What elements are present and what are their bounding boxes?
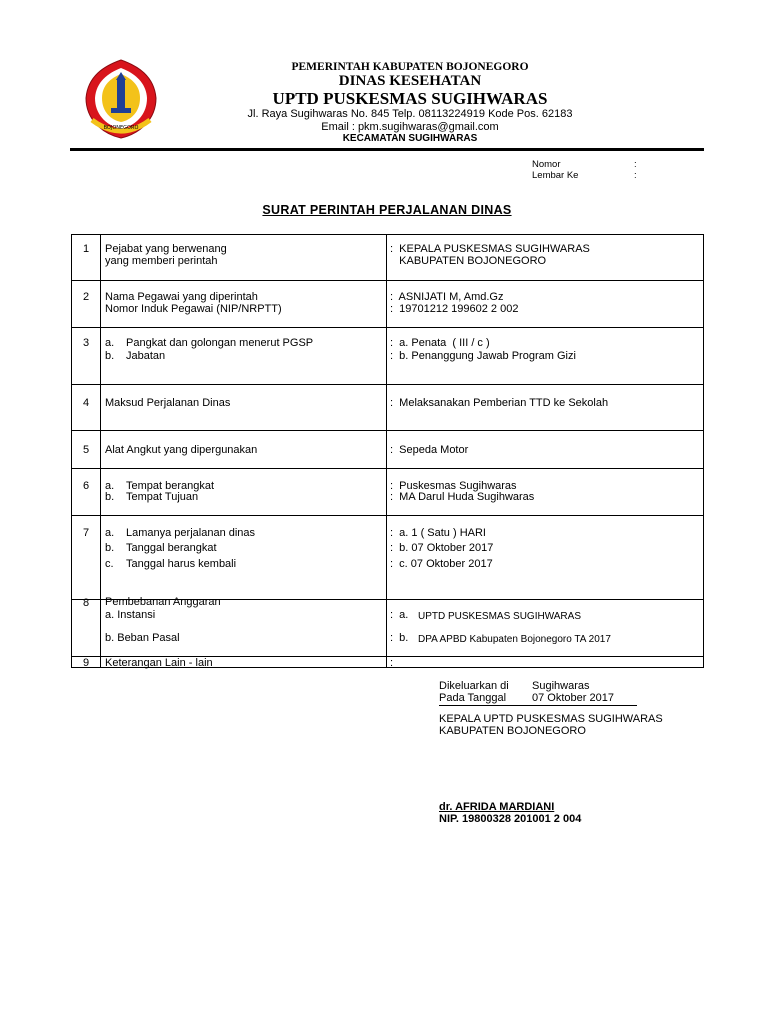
header-email: Email : pkm.sugihwaras@gmail.com: [321, 121, 499, 133]
table-col-divider: [100, 235, 101, 667]
row-value: KABUPATEN BOJONEGORO: [390, 255, 547, 267]
row-value: : c. 07 Oktober 2017: [390, 558, 493, 570]
row-label-prefix: b.: [105, 350, 115, 362]
row-label: Nomor Induk Pegawai (NIP/NRPTT): [105, 303, 282, 315]
row-value: : MA Darul Huda Sugihwaras: [390, 491, 535, 503]
row-label: Pembebanan Anggaran: [105, 596, 221, 608]
row-number: 8: [82, 597, 90, 609]
row-label: Tanggal harus kembali: [126, 558, 237, 570]
bojonegoro-crest-icon: [84, 58, 158, 140]
lembar-label: Lembar Ke: [532, 170, 579, 181]
row-number: 9: [82, 657, 90, 669]
row-value: UPTD PUSKESMAS SUGIHWARAS: [418, 611, 581, 622]
header-divider: [70, 148, 704, 151]
signatory-name: dr. AFRIDA MARDIANI: [439, 801, 555, 813]
row-value: : Melaksanakan Pemberian TTD ke Sekolah: [390, 397, 609, 409]
signatory-nip: NIP. 19800328 201001 2 004: [439, 813, 582, 825]
row-number: 2: [82, 291, 90, 303]
row-label: Nama Pegawai yang diperintah: [105, 291, 258, 303]
row-number: 4: [82, 397, 90, 409]
row-label-prefix: a.: [105, 527, 115, 539]
row-label: Lamanya perjalanan dinas: [126, 527, 256, 539]
row-label: Maksud Perjalanan Dinas: [105, 397, 231, 409]
row-value: : Sepeda Motor: [390, 444, 469, 456]
header-agency: DINAS KESEHATAN: [338, 73, 482, 89]
row-value: : a. 1 ( Satu ) HARI: [390, 527, 486, 539]
row-label-prefix: c.: [105, 558, 114, 570]
row-label: b. Beban Pasal: [105, 632, 180, 644]
lembar-colon: :: [634, 170, 637, 181]
row-value-prefix: : a.: [390, 609, 409, 621]
table-row-divider: [72, 384, 703, 385]
table-row-divider: [72, 280, 703, 281]
signature-divider: [439, 705, 637, 706]
row-label: yang memberi perintah: [105, 255, 218, 267]
issued-at-label: Dikeluarkan di: [439, 680, 509, 692]
row-label-prefix: b.: [105, 491, 115, 503]
row-label: a. Instansi: [105, 609, 156, 621]
crest-banner-text: BOJONEGORO: [103, 125, 139, 131]
row-number: 6: [82, 480, 90, 492]
row-label: Alat Angkut yang dipergunakan: [105, 444, 258, 456]
row-label: Pejabat yang berwenang: [105, 243, 227, 255]
row-label: Tempat berangkat: [126, 480, 215, 492]
row-value: : 19701212 199602 2 002: [390, 303, 519, 315]
row-value-prefix: : b.: [390, 632, 409, 644]
row-value: : a. Penata ( III / c ): [390, 337, 490, 349]
row-value: : b. Penanggung Jawab Program Gizi: [390, 350, 576, 362]
row-number: 3: [82, 337, 90, 349]
table-row-divider: [72, 430, 703, 431]
table-row-divider: [72, 468, 703, 469]
nomor-label: Nomor: [532, 159, 561, 170]
row-label: Tempat Tujuan: [126, 491, 199, 503]
row-value: :: [390, 657, 394, 669]
header-government: PEMERINTAH KABUPATEN BOJONEGORO: [291, 61, 529, 73]
row-label-prefix: a.: [105, 337, 115, 349]
row-value: : ASNIJATI M, Amd.Gz: [390, 291, 504, 303]
signatory-position: KEPALA UPTD PUSKESMAS SUGIHWARAS: [439, 713, 663, 725]
row-number: 7: [82, 527, 90, 539]
row-number: 1: [82, 243, 90, 255]
table-row-divider: [72, 327, 703, 328]
row-value: : b. 07 Oktober 2017: [390, 542, 494, 554]
nomor-colon: :: [634, 159, 637, 170]
row-label: Jabatan: [126, 350, 166, 362]
issued-date-label: Pada Tanggal: [439, 692, 507, 704]
row-value: : KEPALA PUSKESMAS SUGIHWARAS: [390, 243, 590, 255]
row-number: 5: [82, 444, 90, 456]
header-address: Jl. Raya Sugihwaras No. 845 Telp. 08113224919 Kode Pos. 62183: [247, 108, 573, 120]
issued-at-value: Sugihwaras: [532, 680, 590, 692]
issued-date-value: 07 Oktober 2017: [532, 692, 614, 704]
table-col-divider: [386, 235, 387, 667]
row-value: DPA APBD Kabupaten Bojonegoro TA 2017: [418, 634, 611, 645]
row-value: : Puskesmas Sugihwaras: [390, 480, 517, 492]
row-label-prefix: a.: [105, 480, 115, 492]
signatory-region: KABUPATEN BOJONEGORO: [439, 725, 586, 737]
row-label: Tanggal berangkat: [126, 542, 217, 554]
header-institution: UPTD PUSKESMAS SUGIHWARAS: [272, 89, 548, 108]
travel-order-table: [71, 234, 704, 668]
row-label: Pangkat dan golongan menerut PGSP: [126, 337, 314, 349]
header-district: KECAMATAN SUGIHWARAS: [342, 133, 478, 144]
row-label-prefix: b.: [105, 542, 115, 554]
table-row-divider: [72, 515, 703, 516]
row-label: Keterangan Lain - lain: [105, 657, 213, 669]
document-title: SURAT PERINTAH PERJALANAN DINAS: [262, 203, 512, 217]
